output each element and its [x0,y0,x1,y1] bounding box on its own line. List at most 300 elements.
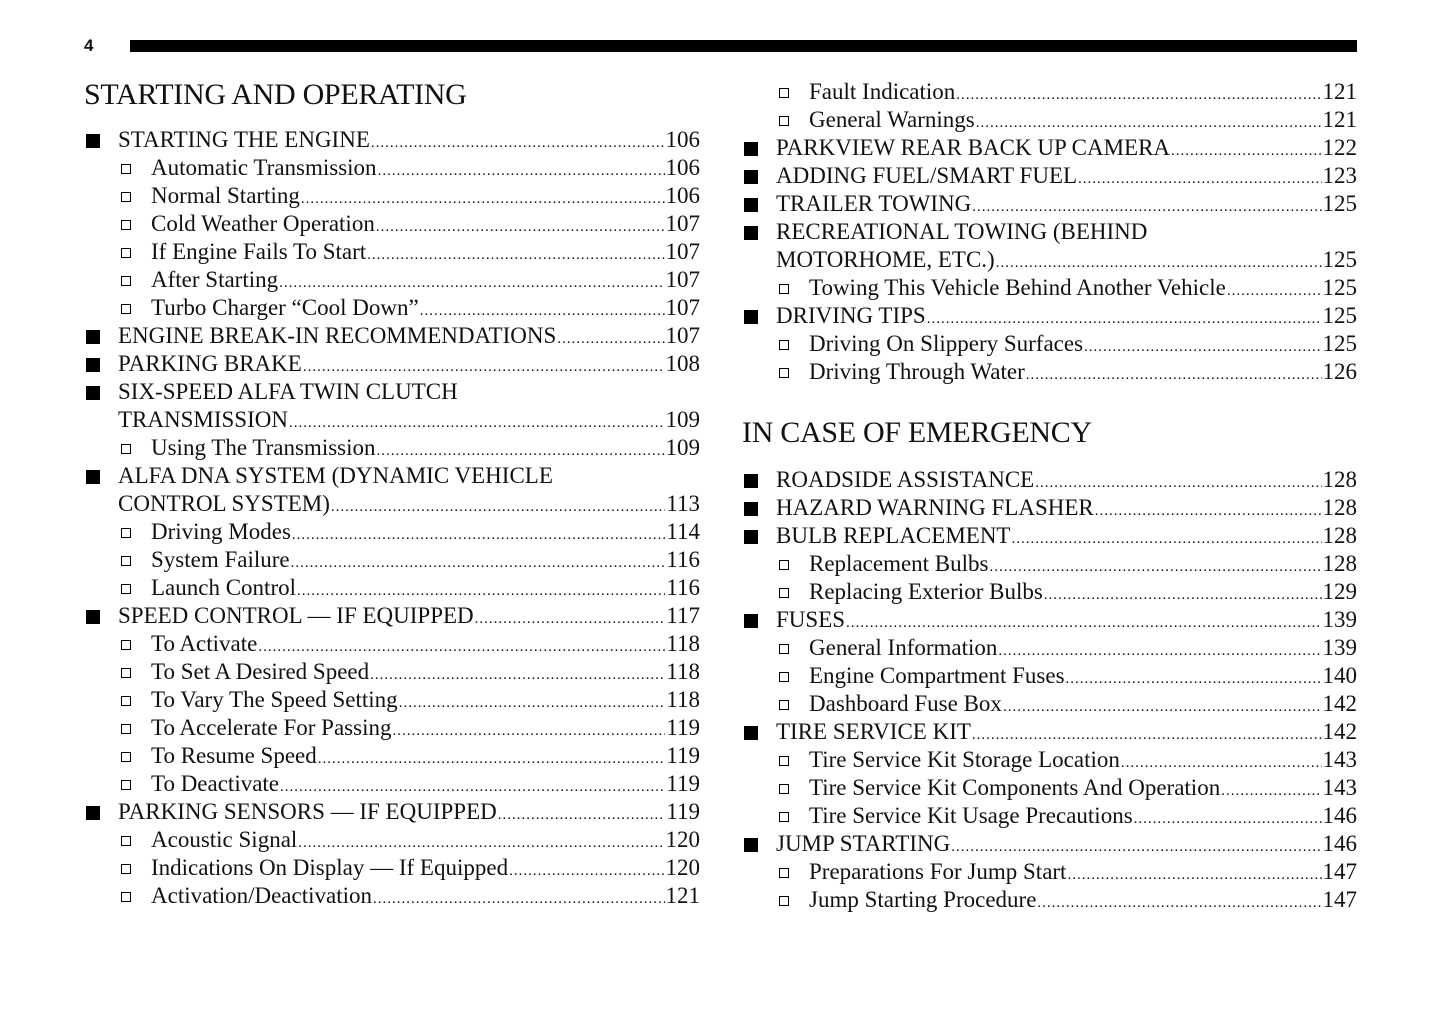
toc-entry-main[interactable] [84,602,700,630]
hollow-square-bullet-icon [121,864,131,874]
toc-entry-sub[interactable] [742,886,1357,914]
toc-entry-title-line1: RECREATIONAL TOWING (BEHIND [776,219,1148,244]
toc-entry-page: 107 [665,267,700,292]
hollow-square-bullet-icon [779,784,789,794]
toc-entry-title: Engine Compartment Fuses [809,663,1065,688]
toc-entry-page: 125 [1322,303,1357,328]
dot-leader [377,437,665,465]
toc-entry-row [776,246,1357,277]
toc-entry-row [151,182,700,213]
toc-entry-row [776,494,1357,525]
toc-entry-page: 128 [1322,551,1357,576]
dot-leader [846,609,1321,637]
filled-square-bullet-icon [744,170,758,184]
dot-leader [367,241,664,269]
toc-entry-title: Driving Modes [151,519,291,544]
dot-leader [1134,805,1322,833]
toc-entry-sub[interactable] [84,630,700,658]
toc-entry-row [776,302,1357,333]
dot-leader [927,305,1322,333]
filled-square-bullet-icon [744,726,758,740]
toc-entry-page: 125 [1322,191,1357,216]
filled-square-bullet-icon [744,226,758,240]
dot-leader [1121,749,1322,777]
hollow-square-bullet-icon [779,368,789,378]
toc-entry-sub[interactable] [84,294,700,322]
dot-leader [475,605,666,633]
hollow-square-bullet-icon [121,892,131,902]
filled-square-bullet-icon [86,806,100,820]
toc-entry-page: 118 [666,659,700,684]
toc-entry-title: Using The Transmission [151,435,376,460]
hollow-square-bullet-icon [121,724,131,734]
toc-entry-title: Replacement Bulbs [809,551,989,576]
toc-entry-page: 121 [1322,107,1357,132]
toc-entry-row [809,690,1357,721]
dot-leader [279,269,664,297]
dot-leader [291,549,666,577]
toc-entry-title: FUSES [776,607,846,632]
toc-entry-sub[interactable] [84,714,700,742]
toc-entry-main[interactable] [84,322,700,350]
toc-entry-page: 117 [666,603,700,628]
toc-entry-page: 109 [665,435,700,460]
filled-square-bullet-icon [86,610,100,624]
toc-entry-row [776,190,1357,221]
toc-entry-sub[interactable] [742,634,1357,662]
dot-leader [1026,361,1322,389]
toc-entry-title: SPEED CONTROL — IF EQUIPPED [118,603,474,628]
hollow-square-bullet-icon [779,284,789,294]
toc-entry-sub[interactable] [84,182,700,210]
toc-entry-main[interactable] [742,830,1357,858]
dot-leader [370,661,665,689]
toc-entry-sub[interactable] [742,330,1357,358]
toc-entry-title: Automatic Transmission [151,155,377,180]
dot-leader [951,833,1321,861]
toc-entry-page: 121 [665,883,700,908]
toc-entry-sub[interactable] [84,658,700,686]
toc-entry-title: To Resume Speed [151,743,317,768]
toc-entry-row [809,274,1357,305]
toc-entry-row [151,546,700,577]
toc-entry-sub[interactable] [84,742,700,770]
hollow-square-bullet-icon [121,444,131,454]
dot-leader [1011,525,1321,553]
dot-leader [1171,137,1321,165]
toc-entry-sub[interactable] [742,690,1357,718]
toc-entry-row [151,882,700,913]
toc-entry-title: Turbo Charger “Cool Down” [151,295,419,320]
toc-entry-title: To Activate [151,631,258,656]
toc-entry-title: PARKING BRAKE [118,351,302,376]
dot-leader [972,193,1321,221]
toc-entry-sub[interactable] [84,882,700,910]
dot-leader [976,109,1322,137]
toc-list-continued [742,78,1357,386]
toc-entry-page: 129 [1322,579,1357,604]
toc-entry-sub[interactable] [84,686,700,714]
toc-entry-page: 119 [666,771,700,796]
toc-entry-row [151,658,700,689]
dot-leader [420,297,665,325]
toc-entry-sub[interactable] [84,770,700,798]
toc-entry-page: 123 [1322,163,1357,188]
toc-entry-page: 119 [666,715,700,740]
toc-entry-title: TIRE SERVICE KIT [776,719,971,744]
toc-entry-main[interactable] [742,718,1357,746]
toc-entry-row [118,350,700,381]
toc-entry-page: 143 [1322,775,1357,800]
toc-entry-row [151,518,700,549]
hollow-square-bullet-icon [779,88,789,98]
toc-entry-title: BULB REPLACEMENT [776,523,1011,548]
dot-leader [371,129,665,157]
dot-leader [1078,165,1321,193]
header-rule [130,40,1357,52]
toc-entry-page: 128 [1322,495,1357,520]
toc-entry-title: Tire Service Kit Components And Operation [809,775,1221,800]
dot-leader [298,829,664,857]
toc-entry-row [809,886,1357,917]
toc-entry-row [776,718,1357,749]
toc-entry-sub[interactable] [742,78,1357,106]
toc-entry-title: PARKING SENSORS — IF EQUIPPED [118,799,497,824]
toc-entry-page: 116 [666,547,700,572]
filled-square-bullet-icon [744,614,758,628]
toc-list-starting-operating [84,126,700,910]
hollow-square-bullet-icon [779,644,789,654]
toc-entry-sub[interactable] [742,358,1357,386]
hollow-square-bullet-icon [121,640,131,650]
toc-entry-title: Driving On Slippery Surfaces [809,331,1084,356]
section-title-emergency: IN CASE OF EMERGENCY [742,416,1092,449]
toc-entry-page: 120 [665,827,700,852]
toc-entry-title: Tire Service Kit Usage Precautions [809,803,1133,828]
filled-square-bullet-icon [86,358,100,372]
hollow-square-bullet-icon [121,528,131,538]
toc-entry-row [809,578,1357,609]
toc-entry-title: Jump Starting Procedure [809,887,1037,912]
toc-entry-title: ADDING FUEL/SMART FUEL [776,163,1078,188]
toc-entry-row [809,858,1357,889]
toc-entry-main[interactable] [84,378,700,434]
dot-leader [1035,469,1321,497]
right-column [742,78,1357,914]
toc-entry-sub[interactable] [742,858,1357,886]
toc-entry-sub[interactable] [84,826,700,854]
hollow-square-bullet-icon [121,248,131,258]
hollow-square-bullet-icon [779,700,789,710]
filled-square-bullet-icon [744,474,758,488]
dot-leader [297,577,665,605]
toc-entry-row [118,406,700,437]
toc-entry-sub[interactable] [742,578,1357,606]
toc-entry-row [151,854,700,885]
toc-entry-title: ENGINE BREAK-IN RECOMMENDATIONS [118,323,557,348]
toc-entry-title: General Warnings [809,107,975,132]
toc-entry-title: Launch Control [151,575,296,600]
toc-entry-row [809,330,1357,361]
toc-entry-main[interactable] [84,350,700,378]
toc-entry-title-line1: ALFA DNA SYSTEM (DYNAMIC VEHICLE [118,463,553,488]
toc-entry-title: Cold Weather Operation [151,211,375,236]
toc-entry-main[interactable] [742,162,1357,190]
toc-entry-sub[interactable] [742,106,1357,134]
toc-entry-page: 139 [1322,635,1357,660]
toc-entry-sub[interactable] [742,802,1357,830]
toc-entry-row [151,826,700,857]
toc-entry-main[interactable] [742,218,1357,274]
toc-entry-title: DRIVING TIPS [776,303,926,328]
toc-entry-row [776,162,1357,193]
toc-entry-sub[interactable] [84,434,700,462]
hollow-square-bullet-icon [779,560,789,570]
dot-leader [1221,777,1321,805]
toc-entry-page: 125 [1322,275,1357,300]
toc-entry-page: 106 [665,183,700,208]
toc-entry-page: 109 [665,407,700,432]
dot-leader [318,745,666,773]
toc-entry-title: PARKVIEW REAR BACK UP CAMERA [776,135,1171,160]
toc-entry-row [151,742,700,773]
toc-entry-row [809,662,1357,693]
toc-entry-main[interactable] [84,462,700,518]
toc-entry-title: To Deactivate [151,771,280,796]
hollow-square-bullet-icon [121,164,131,174]
toc-entry-title: After Starting [151,267,279,292]
toc-entry-title: Dashboard Fuse Box [809,691,1002,716]
dot-leader [301,185,665,213]
toc-entry-title: Replacing Exterior Bulbs [809,579,1043,604]
toc-entry-page: 119 [666,743,700,768]
toc-entry-main[interactable] [84,798,700,826]
toc-entry-title: Fault Indication [809,79,956,104]
toc-entry-row [118,322,700,353]
toc-entry-row [151,154,700,185]
toc-entry-sub[interactable] [84,518,700,546]
dot-leader [1037,889,1321,917]
filled-square-bullet-icon [744,310,758,324]
toc-entry-sub[interactable] [84,546,700,574]
toc-entry-page: 139 [1322,607,1357,632]
toc-entry-title: To Accelerate For Passing [151,715,392,740]
toc-entry-title: Acoustic Signal [151,827,298,852]
toc-entry-sub[interactable] [84,238,700,266]
toc-entry-row [118,798,700,829]
toc-entry-title: MOTORHOME, ETC.) [776,247,995,272]
toc-entry-title: To Vary The Speed Setting [151,687,398,712]
dot-leader [1044,581,1322,609]
toc-entry-row [809,774,1357,805]
toc-entry-title: HAZARD WARNING FLASHER [776,495,1094,520]
toc-entry-page: 113 [666,491,700,516]
dot-leader [373,885,665,913]
toc-entry-title-line1: SIX-SPEED ALFA TWIN CLUTCH [118,379,458,404]
dot-leader [331,493,665,521]
toc-entry-sub[interactable] [84,154,700,182]
dot-leader [498,801,666,829]
toc-entry-row [809,802,1357,833]
toc-entry-page: 106 [665,127,700,152]
hollow-square-bullet-icon [121,668,131,678]
toc-entry-page: 146 [1322,803,1357,828]
hollow-square-bullet-icon [779,588,789,598]
hollow-square-bullet-icon [121,752,131,762]
toc-list-emergency [742,466,1357,914]
dot-leader [289,409,665,437]
toc-entry-page: 147 [1322,887,1357,912]
hollow-square-bullet-icon [121,276,131,286]
left-column [84,78,700,910]
toc-entry-row [776,522,1357,553]
toc-entry-main[interactable] [742,606,1357,634]
toc-entry-row [118,126,700,157]
toc-entry-page: 140 [1322,663,1357,688]
toc-entry-main[interactable] [742,466,1357,494]
toc-entry-title: Normal Starting [151,183,300,208]
hollow-square-bullet-icon [121,220,131,230]
dot-leader [998,637,1321,665]
toc-entry-sub[interactable] [84,210,700,238]
hollow-square-bullet-icon [121,192,131,202]
toc-entry-page: 108 [665,351,700,376]
dot-leader [258,633,665,661]
toc-entry-title: ROADSIDE ASSISTANCE [776,467,1035,492]
filled-square-bullet-icon [744,502,758,516]
filled-square-bullet-icon [86,330,100,344]
dot-leader [303,353,665,381]
toc-entry-page: 120 [665,855,700,880]
toc-entry-row [151,574,700,605]
toc-entry-sub[interactable] [84,854,700,882]
toc-entry-main[interactable] [742,134,1357,162]
filled-square-bullet-icon [744,142,758,156]
toc-entry-title: Indications On Display — If Equipped [151,855,509,880]
toc-entry-title: General Information [809,635,998,660]
dot-leader [1095,497,1322,525]
toc-entry-title: TRAILER TOWING [776,191,972,216]
toc-entry-page: 121 [1322,79,1357,104]
toc-entry-page: 116 [666,575,700,600]
dot-leader [280,773,665,801]
dot-leader [990,553,1322,581]
toc-entry-sub[interactable] [742,274,1357,302]
toc-entry-row [118,490,700,521]
hollow-square-bullet-icon [121,556,131,566]
hollow-square-bullet-icon [779,756,789,766]
toc-entry-sub[interactable] [84,574,700,602]
toc-entry-row [809,550,1357,581]
dot-leader [1084,333,1321,361]
toc-entry-title: Tire Service Kit Storage Location [809,747,1120,772]
dot-leader [972,721,1322,749]
toc-entry-page: 118 [666,631,700,656]
hollow-square-bullet-icon [779,812,789,822]
toc-entry-row [151,686,700,717]
hollow-square-bullet-icon [779,868,789,878]
filled-square-bullet-icon [86,470,100,484]
toc-entry-sub[interactable] [742,550,1357,578]
toc-entry-page: 107 [665,211,700,236]
dot-leader [956,81,1321,109]
toc-entry-sub[interactable] [742,662,1357,690]
filled-square-bullet-icon [86,386,100,400]
toc-entry-row [776,830,1357,861]
toc-entry-sub[interactable] [742,774,1357,802]
filled-square-bullet-icon [744,530,758,544]
toc-entry-title: To Set A Desired Speed [151,659,370,684]
toc-entry-main[interactable] [742,522,1357,550]
page-number: 4 [84,36,94,55]
toc-entry-row [776,606,1357,637]
toc-entry-page: 128 [1322,523,1357,548]
dot-leader [1227,277,1322,305]
toc-entry-row [151,434,700,465]
toc-entry-row [809,358,1357,389]
hollow-square-bullet-icon [779,340,789,350]
hollow-square-bullet-icon [121,304,131,314]
toc-entry-row [151,714,700,745]
toc-entry-main[interactable] [742,494,1357,522]
toc-entry-page: 107 [665,323,700,348]
toc-entry-row [776,466,1357,497]
toc-entry-main[interactable] [742,302,1357,330]
toc-entry-main[interactable] [742,190,1357,218]
hollow-square-bullet-icon [779,896,789,906]
toc-entry-page: 143 [1322,747,1357,772]
toc-entry-page: 106 [665,155,700,180]
toc-entry-row [118,602,700,633]
toc-entry-page: 125 [1322,247,1357,272]
toc-entry-row [151,294,700,325]
toc-entry-page: 118 [666,687,700,712]
toc-entry-main[interactable] [84,126,700,154]
toc-entry-row [809,746,1357,777]
toc-entry-row [809,634,1357,665]
toc-entry-title: If Engine Fails To Start [151,239,367,264]
dot-leader [376,213,665,241]
toc-entry-sub[interactable] [742,746,1357,774]
toc-entry-row [151,770,700,801]
dot-leader [292,521,665,549]
hollow-square-bullet-icon [121,584,131,594]
toc-entry-page: 122 [1322,135,1357,160]
toc-entry-page: 142 [1322,719,1357,744]
toc-entry-page: 126 [1322,359,1357,384]
dot-leader [378,157,665,185]
toc-entry-row [151,266,700,297]
toc-entry-sub[interactable] [84,266,700,294]
hollow-square-bullet-icon [121,836,131,846]
dot-leader [996,249,1322,277]
dot-leader [557,325,664,353]
filled-square-bullet-icon [744,838,758,852]
dot-leader [509,857,664,885]
toc-entry-title: Activation/Deactivation [151,883,372,908]
filled-square-bullet-icon [744,198,758,212]
toc-entry-row [151,238,700,269]
dot-leader [1003,693,1322,721]
toc-entry-title: Preparations For Jump Start [809,859,1067,884]
toc-entry-page: 146 [1322,831,1357,856]
toc-entry-row [809,78,1357,109]
toc-entry-title: CONTROL SYSTEM) [118,491,330,516]
toc-entry-title: JUMP STARTING [776,831,951,856]
toc-entry-title: System Failure [151,547,290,572]
section-title-starting-operating: STARTING AND OPERATING [84,78,467,111]
filled-square-bullet-icon [86,134,100,148]
